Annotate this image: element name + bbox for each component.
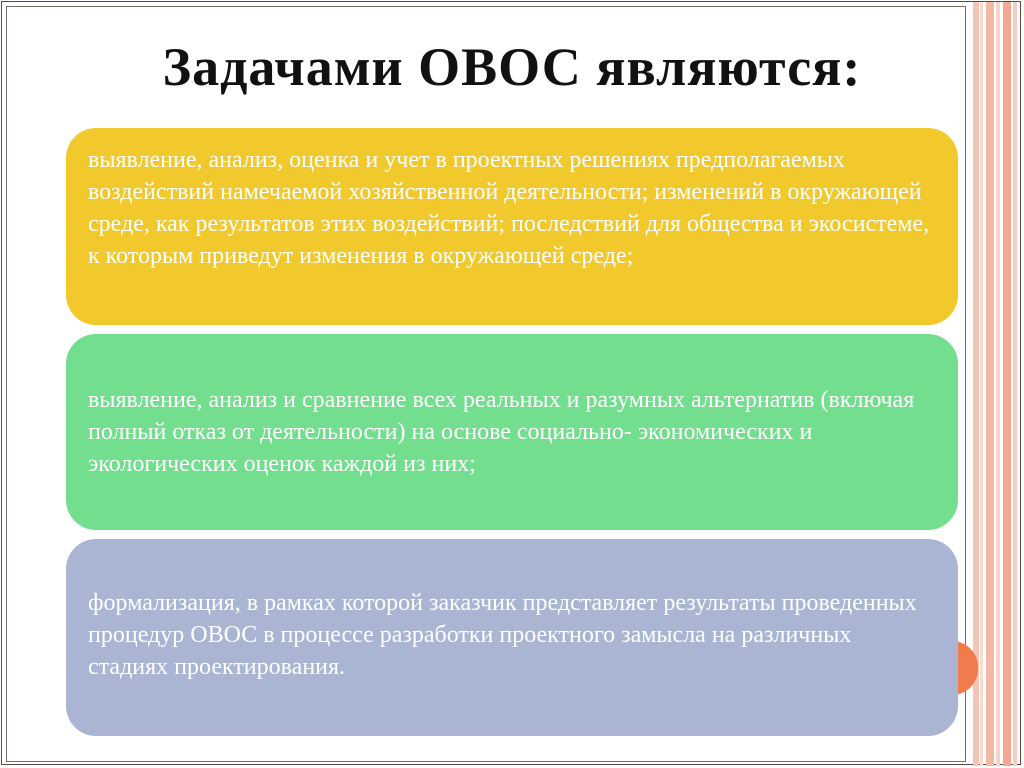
stripe [986, 2, 994, 766]
stripe [973, 2, 979, 766]
stripe [980, 2, 983, 766]
stripe [996, 2, 1000, 766]
task-box-2 [66, 334, 958, 530]
task-text-1: выявление, анализ, оценка и учет в проектных решениях предполагаемых воздействий намечаемой хозяйственной деятельности; изменений в окружающей среде, как результатов этих воздействий; последствий для общества и экосистеме, к которым приведут изменения в окружающей среде; [88, 147, 930, 269]
task-box-3 [66, 539, 958, 736]
task-text-2: выявление, анализ и сравнение всех реальных и разумных альтернатив (включая полный отказ от деятельности) на основе социально- экономических и экологических оценок каждой из них; [88, 387, 915, 477]
stripe [1003, 2, 1011, 766]
task-text-3: формализация, в рамках которой заказчик представляет результаты проведенных процедур ОВОС в процессе разработки проектного замысла на различных стадиях проектирования. [88, 590, 917, 680]
slide-title: Задачами ОВОС являются: [162, 37, 862, 97]
stripe [1013, 2, 1017, 766]
decorative-stripes [973, 2, 1021, 766]
task-box-1 [66, 128, 958, 325]
